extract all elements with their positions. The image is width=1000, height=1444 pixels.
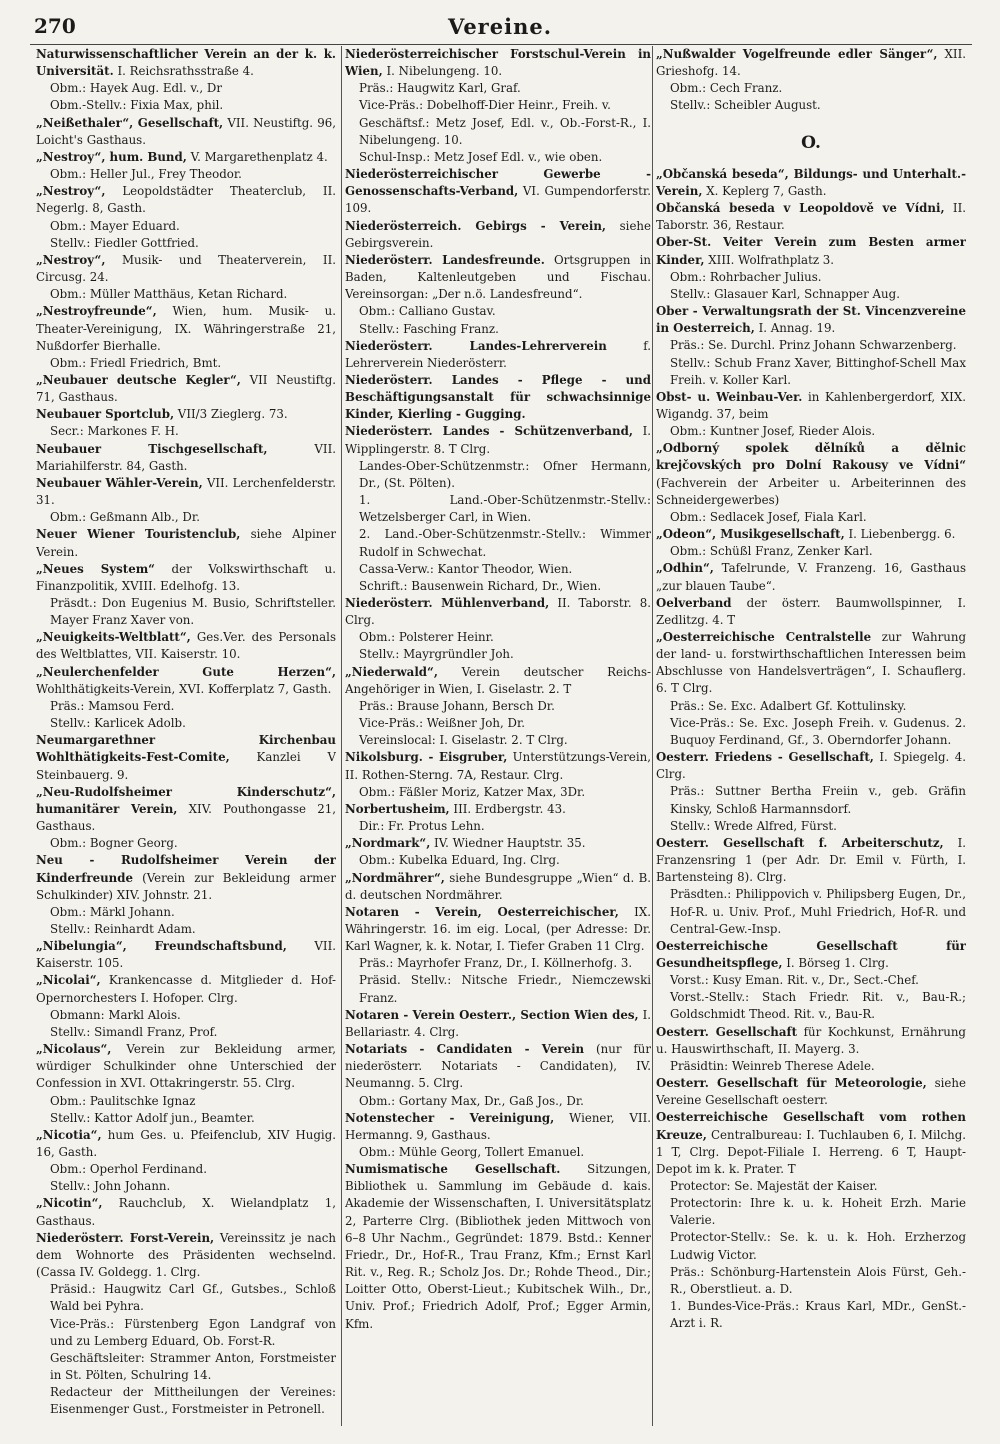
directory-entry bbox=[36, 149, 336, 183]
directory-entry bbox=[345, 218, 651, 252]
entry-detail: VI. Gumpendorferstr. 109. bbox=[345, 184, 651, 216]
directory-entry bbox=[345, 1007, 651, 1041]
entry-detail-line: Vice-Präs.: Fürstenberg Egon Landgraf von und zu Lemberg Eduard, Ob. Forst-R. bbox=[50, 1316, 336, 1348]
entry-detail-line: Cassa-Verw.: Kantor Theodor, Wien. bbox=[359, 561, 573, 576]
entry-detail-line: Obm.: Fäßler Moriz, Katzer Max, 3Dr. bbox=[359, 784, 586, 799]
directory-entry bbox=[345, 372, 651, 423]
entry-detail: Krankencasse d. Mitglieder d. Hof-Opernorchesters I. Hofoper. Clrg. bbox=[36, 973, 336, 1005]
entry-detail: XIII. Wolfrathplatz 3. bbox=[704, 252, 835, 267]
section-letter: O. bbox=[801, 132, 821, 153]
entry-name: Numismatische Gesellschaft. bbox=[345, 1162, 561, 1177]
entry-name: Oesterr. Friedens - Gesellschaft, bbox=[656, 750, 874, 765]
entry-detail-line: Obm.: Kuntner Josef, Rieder Alois. bbox=[670, 424, 876, 439]
running-head-title: Vereine. bbox=[447, 14, 553, 39]
entry-detail-line: Obm.: Gortany Max, Dr., Gaß Jos., Dr. bbox=[359, 1093, 584, 1108]
entry-detail: Centralbureau: I. Tuchlauben 6, I. Milchg. 1 T, Clrg. Depot-Filiale I. Herreng. 6 T, Haupt-Depot im k. k. Prater. T bbox=[656, 1127, 966, 1176]
entry-detail-line: Obm.: Rohrbacher Julius. bbox=[670, 269, 822, 284]
entry-detail-line: 1. Land.-Ober-Schützenmstr.-Stellv.: Wetzelsberger Carl, in Wien. bbox=[359, 493, 651, 525]
entry-detail: Unterstützungs-Verein, II. Rothen-Sterng. 7A, Restaur. Clrg. bbox=[345, 750, 651, 782]
entry-name: Neumargarethner Kirchenbau Wohlthätigkeits-Fest-Comite, bbox=[36, 733, 336, 765]
entry-detail-line: Obm.: Geßmann Alb., Dr. bbox=[50, 510, 200, 525]
entry-detail-line: Obm.: Friedl Friedrich, Bmt. bbox=[50, 355, 222, 370]
directory-entry bbox=[36, 475, 336, 526]
entry-detail: Wien, hum. Musik- u. Theater-Vereinigung, IX. Währingerstraße 21, Nußdorfer Bierhalle. bbox=[36, 304, 336, 353]
entry-detail: Sitzungen, Bibliothek u. Sammlung im Gebäude d. kais. Akademie der Wissenschaften, I. Universitätsplatz 2, Parterre Clrg. (Bibliothek jeden Mittwoch von 6–8 Uhr Nachm., Gegründet: 1879. Bstd.: Kenner Friedr., Dr., Hof-R., Trau Franz, Kfm.; Ernst Karl Rit. v., Reg. R.; Scholz Jos. Dr.; Rohde Theod., Dir.; Loitter Otto, Oberst-Lieut.; Kubitschek Wilh., Dr., Univ. Prof.; Friedrich Adolf, Prof.; Egger Armin, Kfm. bbox=[345, 1162, 651, 1331]
directory-entry bbox=[345, 835, 651, 869]
entry-detail-line: 2. Land.-Ober-Schützenmstr.-Stellv.: Wimmer Rudolf in Schwechat. bbox=[359, 527, 651, 559]
entry-detail: siehe Alpiner Verein. bbox=[36, 527, 336, 559]
directory-entry bbox=[656, 1024, 966, 1075]
entry-detail-line: Präsidtin: Weinreb Therese Adele. bbox=[670, 1058, 875, 1073]
directory-entry bbox=[656, 166, 966, 200]
entry-name: Naturwissenschaftlicher Verein an der k. k. Universität. bbox=[36, 47, 336, 79]
entry-detail-line: Schul-Insp.: Metz Josef Edl. v., wie oben. bbox=[359, 149, 603, 164]
entry-name: „Nordmährer“, bbox=[345, 870, 445, 885]
entry-detail-line: Stellv.: John Johann. bbox=[50, 1179, 171, 1194]
entry-detail-line: Landes-Ober-Schützenmstr.: Ofner Hermann, Dr., (St. Pölten). bbox=[359, 458, 651, 490]
entry-detail-line: Obm.: Polsterer Heinr. bbox=[359, 630, 494, 645]
entry-detail-line: Obm.: Heller Jul., Frey Theodor. bbox=[50, 167, 242, 182]
directory-entry bbox=[36, 938, 336, 972]
entry-detail-line: Präs.: Brause Johann, Bersch Dr. bbox=[359, 698, 555, 713]
entry-detail: Tafelrunde, V. Franzeng. 16, Gasthaus „zur blauen Taube“. bbox=[656, 561, 966, 593]
entry-name: Niederösterr. Landes - Pflege - und Beschäftigungsanstalt für schwachsinnige Kinder, Kierling - Gugging. bbox=[345, 372, 651, 422]
directory-entry bbox=[36, 1127, 336, 1196]
entry-name: Ober-St. Veiter Verein zum Besten armer Kinder, bbox=[656, 235, 966, 267]
directory-entry bbox=[656, 595, 966, 629]
entry-detail-line: Vorst.-Stellv.: Stach Friedr. Rit. v., Bau-R.; Goldschmidt Theod. Rit. v., Bau-R. bbox=[670, 990, 966, 1022]
entry-detail-line: Präs.: Se. Exc. Adalbert Gf. Kottulinsky. bbox=[670, 698, 907, 713]
directory-entry bbox=[345, 801, 651, 835]
entry-name: „Nicolaus“, bbox=[36, 1042, 112, 1057]
entry-name: „Nicotia“, bbox=[36, 1127, 102, 1142]
entry-name: „Neißethaler“, Gesellschaft, bbox=[36, 115, 224, 130]
entry-detail: Ges.Ver. des Personals des Weltblattes, VII. Kaiserstr. 10. bbox=[36, 630, 336, 662]
directory-entry bbox=[36, 303, 336, 372]
entry-name: „Nestroy“, hum. Bund, bbox=[36, 149, 187, 164]
entry-detail-line: Obm.: Mühle Georg, Tollert Emanuel. bbox=[359, 1145, 585, 1159]
entry-detail: VII. Kaiserstr. 105. bbox=[36, 939, 336, 971]
entry-detail-line: Stellv.: Karlicek Adolb. bbox=[50, 716, 186, 731]
entry-detail-line: Vorst.: Kusy Eman. Rit. v., Dr., Sect.-Chef. bbox=[670, 973, 919, 988]
directory-entry bbox=[656, 1075, 966, 1109]
entry-detail-line: Obm.: Mayer Eduard. bbox=[50, 218, 180, 233]
entry-detail: (Verein zur Bekleidung armer Schulkinder) XIV. Johnstr. 21. bbox=[36, 870, 336, 902]
entry-detail-line: Obm.: Cech Franz. bbox=[670, 81, 783, 96]
directory-entry bbox=[656, 303, 966, 389]
header-rule bbox=[30, 44, 972, 45]
entry-detail: VII/3 Zieglerg. 73. bbox=[174, 407, 288, 422]
entry-name: „Nestroy“, bbox=[36, 184, 106, 199]
entry-detail: I. Wipplingerstr. 8. T Clrg. bbox=[345, 424, 651, 456]
directory-entry bbox=[36, 852, 336, 938]
directory-entry bbox=[345, 1161, 651, 1333]
entry-detail-line: Obmann: Markl Alois. bbox=[50, 1007, 181, 1022]
entry-name: „Občanská beseda“, Bildungs- und Unterhalt.-Verein, bbox=[656, 166, 966, 198]
entry-detail-line: Präsid.: Haugwitz Carl Gf., Gutsbes., Schloß Wald bei Pyhra. bbox=[50, 1282, 336, 1314]
entry-name: Neubauer Tischgesellschaft, bbox=[36, 441, 268, 456]
entry-name: „Nibelungia“, Freundschaftsbund, bbox=[36, 939, 287, 954]
entry-detail: Vereinssitz je nach dem Wohnorte des Präsidenten wechselnd. (Cassa IV. Goldegg. 1. Clrg. bbox=[36, 1230, 336, 1280]
entry-detail: V. Margarethenplatz 4. bbox=[186, 149, 328, 164]
entry-name: Neubauer Sportclub, bbox=[36, 407, 175, 422]
entry-name: Niederösterr. Forst-Verein, bbox=[36, 1230, 215, 1245]
entry-detail-line: Protectorin: Ihre k. u. k. Hoheit Erzh. Marie Valerie. bbox=[670, 1196, 966, 1228]
entry-detail-line: Vice-Präs.: Weißner Joh, Dr. bbox=[359, 716, 526, 731]
entry-detail-line: Obm.: Bogner Georg. bbox=[50, 836, 178, 851]
directory-entry bbox=[345, 252, 651, 338]
entry-detail-line: Stellv.: Glasauer Karl, Schnapper Aug. bbox=[670, 286, 900, 301]
entry-detail: I. Bellariastr. 4. Clrg. bbox=[345, 1007, 651, 1039]
entry-detail-line: Dir.: Fr. Protus Lehn. bbox=[359, 819, 485, 834]
entry-detail: I. Spiegelg. 4. Clrg. bbox=[656, 750, 966, 782]
entry-detail: für Kochkunst, Ernährung u. Hauswirthschaft, II. Mayerg. 3. bbox=[656, 1024, 966, 1056]
entry-detail: in Kahlenbergerdorf, XIX. Wigandg. 37, beim bbox=[656, 389, 966, 421]
entry-detail: (nur für niederösterr. Notariats - Candidaten), IV. Neumanng. 5. Clrg. bbox=[345, 1042, 651, 1091]
directory-entry bbox=[345, 664, 651, 750]
entry-detail: I. Börseg 1. Clrg. bbox=[782, 955, 889, 970]
entry-detail: X. Keplerg 7, Gasth. bbox=[702, 183, 827, 198]
entry-name: Notariats - Candidaten - Verein bbox=[345, 1042, 585, 1057]
entry-name: Neubauer Wähler-Verein, bbox=[36, 475, 203, 490]
entry-detail: Verein deutscher Reichs-Angehöriger in Wien, I. Giselastr. 2. T bbox=[345, 664, 651, 696]
entry-detail: Verein zur Bekleidung armer, würdiger Schulkinder ohne Unterschied der Confession in XVI. Ottakringerstr. 55. Clrg. bbox=[36, 1042, 336, 1091]
directory-entry bbox=[656, 1109, 966, 1332]
entry-name: Niederösterr. Landesfreunde. bbox=[345, 252, 545, 267]
entry-name: Oesterr. Gesellschaft für Meteorologie, bbox=[656, 1076, 927, 1091]
entry-detail: der österr. Baumwollspinner, I. Zedlitzg. 4. T bbox=[656, 595, 966, 627]
entry-detail-line: Präs.: Haugwitz Karl, Graf. bbox=[359, 81, 521, 96]
entry-detail-line: Präs.: Se. Durchl. Prinz Johann Schwarzenberg. bbox=[670, 338, 957, 353]
entry-detail: I. Annag. 19. bbox=[754, 321, 836, 336]
directory-entry bbox=[36, 183, 336, 252]
entry-detail: zur Wahrung der land- u. forstwirthschaftlichen Interessen beim Abschlusse von Handelsverträgen“, I. Schauflerg. 6. T Clrg. bbox=[656, 630, 966, 696]
directory-entry bbox=[36, 252, 336, 303]
entry-detail-line: Obm.: Kubelka Eduard, Ing. Clrg. bbox=[359, 853, 560, 868]
entry-name: Niederösterreichischer Gewerbe - Genossenschafts-Verband, bbox=[345, 167, 651, 199]
entry-detail: I. Reichsrathsstraße 4. bbox=[113, 64, 254, 79]
entry-detail-line: Obm.: Schüßl Franz, Zenker Karl. bbox=[670, 544, 873, 559]
directory-entry bbox=[36, 1195, 336, 1229]
entry-detail-line: 1. Bundes-Vice-Präs.: Kraus Karl, MDr., GenSt.-Arzt i. R. bbox=[670, 1299, 966, 1331]
entry-detail: VII Neustiftg. 71, Gasthaus. bbox=[36, 372, 336, 405]
column-1 bbox=[36, 46, 336, 1426]
entry-detail: Wohlthätigkeits-Verein, XVI. Kofferplatz 7, Gasth. bbox=[36, 681, 332, 696]
directory-entry bbox=[36, 784, 336, 853]
entry-detail-line: Obm.: Märkl Johann. bbox=[50, 904, 175, 919]
directory-entry bbox=[36, 664, 336, 733]
entry-name: Nikolsburg. - Eisgruber, bbox=[345, 750, 508, 765]
entry-name: „Neubauer deutsche Kegler“, bbox=[36, 372, 241, 387]
entry-detail-line: Präs.: Schönburg-Hartenstein Alois Fürst, Geh.-R., Oberstlieut. a. D. bbox=[670, 1264, 966, 1296]
entry-detail: IV. Wiedner Hauptstr. 35. bbox=[430, 836, 586, 851]
entry-name: Niederösterreich. Gebirgs - Verein, bbox=[345, 218, 607, 233]
directory-entry bbox=[345, 166, 651, 217]
entry-detail-line: Obm.: Hayek Aug. Edl. v., Dr bbox=[50, 81, 222, 96]
entry-name: „Nestroyfreunde“, bbox=[36, 304, 157, 319]
entry-name: Notaren - Verein Oesterr., Section Wien des, bbox=[345, 1007, 639, 1022]
entry-detail: VII. Neustiftg. 96, Loicht's Gasthaus. bbox=[36, 115, 336, 147]
entry-detail-line: Stellv.: Reinhardt Adam. bbox=[50, 921, 196, 936]
entry-detail-line: Stellv.: Scheibler August. bbox=[670, 98, 821, 113]
entry-name: Niederösterr. Landes-Lehrerverein bbox=[345, 338, 607, 353]
entry-name: Oesterreichische Gesellschaft für Gesundheitspflege, bbox=[656, 938, 966, 970]
directory-entry bbox=[345, 423, 651, 595]
entry-detail: siehe Bundesgruppe „Wien“ d. B. d. deutschen Nordmährer. bbox=[345, 870, 651, 902]
entry-detail-line: Präsid. Stellv.: Nitsche Friedr., Niemczewski Franz. bbox=[359, 973, 651, 1005]
directory-entry bbox=[656, 200, 966, 234]
entry-detail-line: Protector: Se. Majestät der Kaiser. bbox=[670, 1179, 878, 1193]
entry-name: Neu - Rudolfsheimer Verein der Kinderfreunde bbox=[36, 853, 336, 885]
entry-detail-line: Stellv.: Wrede Alfred, Fürst. bbox=[670, 818, 837, 833]
entry-detail-line: Präsdten.: Philippovich v. Philipsberg Eugen, Dr., Hof-R. u. Univ. Prof., Muhl Friedrich, Hof-R. und Central-Gew.-Insp. bbox=[670, 887, 966, 936]
entry-detail: XII. Grieshofg. 14. bbox=[656, 47, 966, 79]
entry-name: Obst- u. Weinbau-Ver. bbox=[656, 389, 803, 404]
entry-detail-line: Stellv.: Schub Franz Xaver, Bittinghof-Schell Max Freih. v. Koller Karl. bbox=[670, 355, 966, 387]
directory-entry bbox=[345, 338, 651, 372]
entry-detail-line: Präs.: Suttner Bertha Freiin v., geb. Gräfin Kinsky, Schloß Harmannsdorf. bbox=[670, 784, 966, 816]
entry-detail: siehe Vereine Gesellschaft oesterr. bbox=[656, 1076, 966, 1108]
entry-detail: II. Taborstr. 36, Restaur. bbox=[656, 201, 966, 233]
entry-name: „Odhin“, bbox=[656, 561, 714, 576]
entry-name: „Oesterreichische Centralstelle bbox=[656, 630, 872, 644]
directory-entry bbox=[656, 234, 966, 303]
entry-name: „Nicolai“, bbox=[36, 973, 101, 988]
entry-detail: Kanzlei V Steinbauerg. 9. bbox=[36, 750, 336, 782]
entry-name: Notaren - Verein, Oesterreichischer, bbox=[345, 904, 619, 919]
directory-entry bbox=[656, 526, 966, 560]
entry-name: Niederösterr. Mühlenverband, bbox=[345, 596, 550, 610]
directory-entry bbox=[656, 938, 966, 1024]
column-2 bbox=[345, 46, 651, 1426]
entry-detail: II. Taborstr. 8. Clrg. bbox=[345, 596, 651, 628]
entry-detail: III. Erdbergstr. 43. bbox=[449, 801, 566, 816]
entry-name: Oelverband bbox=[656, 595, 732, 610]
entry-detail-line: Stellv.: Kattor Adolf jun., Beamter. bbox=[50, 1110, 255, 1125]
entry-detail: IX. Währingerstr. 16. im eig. Local, (per Adresse: Dr. Karl Wagner, k. k. Notar, I. Tiefer Graben 11 Clrg. bbox=[345, 904, 651, 954]
entry-name: „Niederwald“, bbox=[345, 664, 438, 679]
entry-name: „Neues System“ bbox=[36, 561, 155, 576]
entry-detail-line: Vice-Präs.: Se. Exc. Joseph Freih. v. Gudenus. 2. Buquoy Ferdinand, Gf., 3. Oberndorfer Johann. bbox=[670, 715, 966, 747]
directory-entry bbox=[36, 561, 336, 630]
directory-entry bbox=[345, 46, 651, 166]
entry-detail-line: Secr.: Markones F. H. bbox=[50, 424, 179, 439]
directory-entry bbox=[36, 406, 336, 440]
entry-detail: VII. Lerchenfelderstr. 31. bbox=[36, 475, 336, 508]
directory-entry bbox=[36, 372, 336, 406]
entry-detail: Rauchclub, X. Wielandplatz 1, Gasthaus. bbox=[36, 1196, 336, 1228]
page-number: 270 bbox=[34, 14, 76, 38]
entry-detail: Leopoldstädter Theaterclub, II. Negerlg. 8, Gasth. bbox=[36, 184, 336, 216]
entry-name: Občanská beseda v Leopoldově ve Vídni, bbox=[656, 201, 945, 216]
column-3 bbox=[656, 46, 966, 1426]
entry-name: „Nestroy“, bbox=[36, 252, 106, 267]
entry-detail-line: Stellv.: Fiedler Gottfried. bbox=[50, 235, 199, 250]
entry-detail-line: Obm.: Sedlacek Josef, Fiala Karl. bbox=[670, 509, 867, 524]
entry-detail: VII. Mariahilferstr. 84, Gasth. bbox=[36, 441, 336, 473]
directory-entry bbox=[656, 560, 966, 594]
entry-detail-line: Vice-Präs.: Dobelhoff-Dier Heinr., Freih. v. bbox=[359, 98, 611, 113]
directory-entry bbox=[36, 526, 336, 560]
entry-detail-line: Stellv.: Simandl Franz, Prof. bbox=[50, 1024, 218, 1039]
column-divider bbox=[652, 46, 653, 1426]
entry-name: „Neulerchenfelder Gute Herzen“, bbox=[36, 664, 336, 679]
directory-entry bbox=[656, 749, 966, 835]
entry-detail: der Volkswirthschaft u. Finanzpolitik, XVIII. Edelhofg. 13. bbox=[36, 561, 336, 593]
entry-name: Oesterr. Gesellschaft bbox=[656, 1024, 798, 1039]
directory-entry bbox=[36, 441, 336, 475]
entry-detail-line: Stellv.: Mayrgründler Joh. bbox=[359, 647, 514, 662]
directory-entry bbox=[656, 440, 966, 526]
entry-detail-line: Obm.: Paulitschke Ignaz bbox=[50, 1093, 196, 1108]
entry-name: „Nicotin“, bbox=[36, 1196, 103, 1211]
directory-entry bbox=[345, 1110, 651, 1161]
entry-detail: (Fachverein der Arbeiter u. Arbeiterinnen des Schneidergewerbes) bbox=[656, 475, 966, 507]
entry-detail-line: Vereinslocal: I. Giselastr. 2. T Clrg. bbox=[359, 733, 568, 748]
entry-name: Ober - Verwaltungsrath der St. Vincenzvereine in Oesterreich, bbox=[656, 304, 966, 336]
entry-name: „Nordmark“, bbox=[345, 836, 431, 851]
entry-detail-line: Redacteur der Mittheilungen der Vereines: Eisenmenger Gust., Forstmeister in Petronell. bbox=[50, 1385, 336, 1417]
directory-entry bbox=[345, 595, 651, 664]
entry-name: Notenstecher - Vereinigung, bbox=[345, 1110, 555, 1125]
entry-detail-line: Protector-Stellv.: Se. k. u. k. Hoh. Erzherzog Ludwig Victor. bbox=[670, 1230, 966, 1262]
entry-detail-line: Präs.: Mamsou Ferd. bbox=[50, 698, 175, 713]
directory-entry bbox=[345, 870, 651, 904]
entry-name: Niederösterr. Landes - Schützenverband, bbox=[345, 424, 633, 439]
entry-detail: Ortsgruppen in Baden, Kaltenleutgeben und Fischau. Vereinsorgan: „Der n.ö. Landesfreund“. bbox=[345, 252, 651, 302]
entry-detail-line: Stellv.: Fasching Franz. bbox=[359, 321, 499, 336]
directory-entry bbox=[36, 1230, 336, 1419]
entry-name: „Odborný spolek dělníků a dělnic krejčovských pro Dolní Rakousy ve Vídni“ bbox=[656, 441, 966, 473]
entry-detail-line: Schrift.: Bausenwein Richard, Dr., Wien. bbox=[359, 578, 602, 593]
entry-detail: f. Lehrerverein Niederösterr. bbox=[345, 338, 651, 370]
directory-entry bbox=[656, 835, 966, 938]
entry-name: Oesterr. Gesellschaft f. Arbeiterschutz, bbox=[656, 835, 944, 850]
directory-entry bbox=[656, 46, 966, 115]
entry-name: „Odeon“, Musikgesellschaft, bbox=[656, 527, 845, 542]
entry-detail: siehe Gebirgsverein. bbox=[345, 218, 651, 250]
entry-detail: Musik- und Theaterverein, II. Circusg. 24. bbox=[36, 252, 336, 285]
entry-detail: hum Ges. u. Pfeifenclub, XIV Hugig. 16, Gasth. bbox=[36, 1127, 336, 1159]
directory-entry bbox=[656, 389, 966, 440]
directory-entry bbox=[345, 1041, 651, 1110]
directory-entry bbox=[36, 46, 336, 115]
entry-detail-line: Obm.: Müller Matthäus, Ketan Richard. bbox=[50, 287, 288, 302]
entry-detail-line: Geschäftsf.: Metz Josef, Edl. v., Ob.-Forst-R., I. Nibelungeng. 10. bbox=[359, 115, 651, 147]
entry-detail-line: Obm.-Stellv.: Fixia Max, phil. bbox=[50, 98, 224, 113]
entry-detail: XIV. Pouthongasse 21, Gasthaus. bbox=[36, 801, 336, 834]
entry-name: Neuer Wiener Touristenclub, bbox=[36, 527, 241, 542]
directory-entry bbox=[345, 749, 651, 800]
directory-entry bbox=[36, 1041, 336, 1127]
entry-name: „Neu-Rudolfsheimer Kinderschutz“, humanitärer Verein, bbox=[36, 784, 336, 816]
directory-entry bbox=[36, 115, 336, 149]
entry-name: „Nußwalder Vogelfreunde edler Sänger“, bbox=[656, 47, 938, 61]
entry-detail-line: Präs.: Mayrhofer Franz, Dr., I. Köllnerhofg. 3. bbox=[359, 956, 633, 971]
directory-entry bbox=[345, 904, 651, 1007]
entry-name: Norbertusheim, bbox=[345, 801, 450, 816]
entry-detail: I. Liebenbergg. 6. bbox=[844, 527, 956, 542]
entry-detail: Wiener, VII. Hermanng. 9, Gasthaus. bbox=[345, 1110, 651, 1142]
entry-detail-line: Präsdt.: Don Eugenius M. Busio, Schriftsteller. Mayer Franz Xaver von. bbox=[50, 596, 336, 628]
entry-detail-line: Obm.: Calliano Gustav. bbox=[359, 304, 496, 319]
entry-name: „Neuigkeits-Weltblatt“, bbox=[36, 630, 191, 645]
directory-entry bbox=[36, 972, 336, 1041]
entry-detail-line: Geschäftsleiter: Strammer Anton, Forstmeister in St. Pölten, Schulring 14. bbox=[50, 1350, 336, 1383]
entry-name: Oesterreichische Gesellschaft vom rothen Kreuze, bbox=[656, 1110, 966, 1142]
entry-detail: I. Nibelungeng. 10. bbox=[382, 64, 503, 79]
directory-entry bbox=[36, 732, 336, 783]
entry-detail: I. Franzensring 1 (per Adr. Dr. Emil v. Fürth, I. Bartensteing 8). Clrg. bbox=[656, 835, 966, 885]
entry-detail-line: Obm.: Operhol Ferdinand. bbox=[50, 1162, 207, 1177]
column-divider bbox=[341, 46, 342, 1426]
entry-name: Niederösterreichischer Forstschul-Verein in Wien, bbox=[345, 47, 651, 79]
directory-entry bbox=[656, 629, 966, 749]
directory-entry bbox=[36, 629, 336, 663]
